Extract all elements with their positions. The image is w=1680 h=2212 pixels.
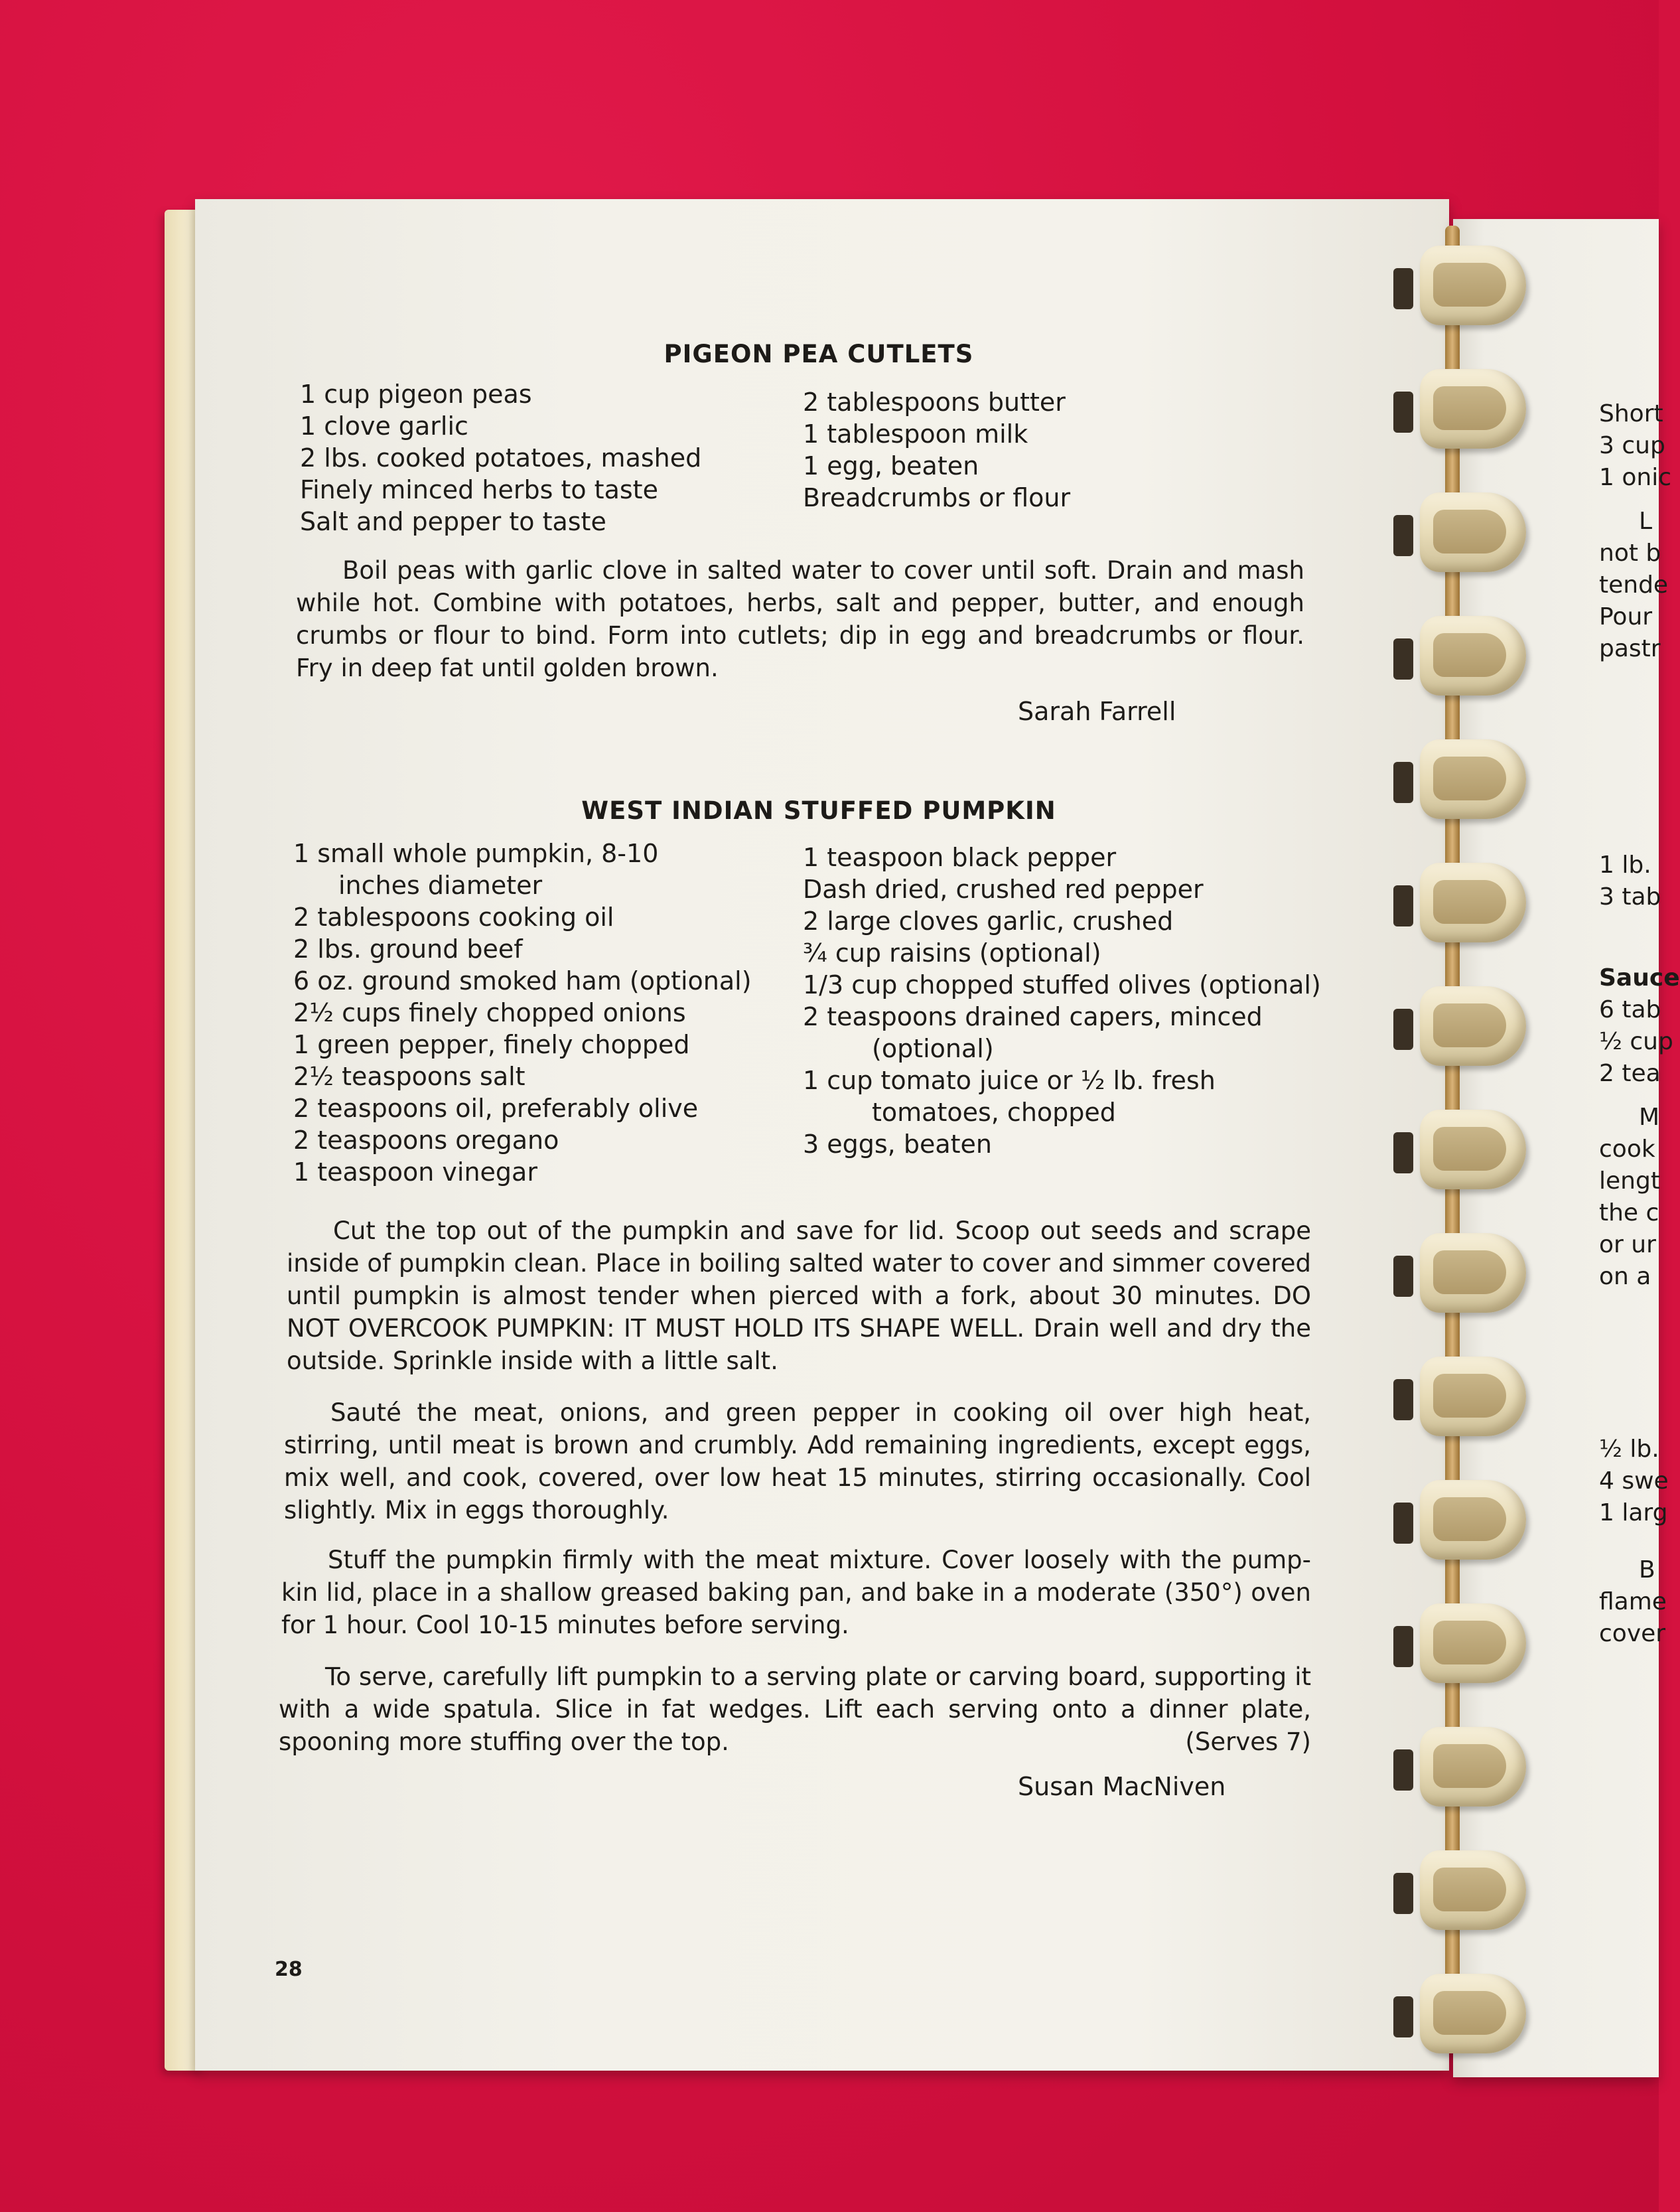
instructions-pumpkin-paragraph-4-text: To serve, carefully lift pumpkin to a serving plate or carving board, supporting it with a wide spatula. Slice in fat wedges. Lift each serving onto a dinner plate, spooning more stuffing over the top. — [279, 1662, 1311, 1756]
ingredient: 2 tablespoons butter — [803, 388, 1066, 417]
ingredient: 2 lbs. ground beef — [293, 934, 523, 964]
binding-coil — [1393, 492, 1526, 572]
right-fragment-block-1 — [1599, 398, 1671, 494]
ingredient: 6 oz. ground smoked ham (optional) — [293, 966, 752, 995]
binding-loop-inner — [1433, 263, 1506, 307]
binding-coil — [1393, 1480, 1526, 1560]
text-fragment: not b — [1599, 540, 1661, 567]
ingredient: 1 egg, beaten — [803, 451, 979, 480]
binding-loop-inner — [1433, 1127, 1506, 1171]
ingredient: 1 teaspoon black pepper — [803, 843, 1117, 872]
binding-hole — [1393, 762, 1413, 803]
ingredient: 3 eggs, beaten — [803, 1130, 992, 1159]
text-fragment: 6 tab — [1599, 996, 1661, 1023]
ingredient: 2½ teaspoons salt — [293, 1062, 525, 1091]
text-fragment: on a — [1599, 1263, 1651, 1290]
author-susan-macniven: Susan MacNiven — [1018, 1772, 1226, 1801]
text-fragment: tende — [1599, 571, 1669, 599]
binding-loop-inner — [1433, 1003, 1506, 1047]
binding-hole — [1393, 392, 1413, 433]
binding-loop-inner — [1433, 1250, 1506, 1294]
text-fragment: M — [1639, 1104, 1660, 1131]
binding-coil — [1393, 1603, 1526, 1683]
text-fragment: cover — [1599, 1620, 1666, 1647]
ingredient: tomatoes, chopped — [872, 1098, 1116, 1127]
text-fragment: 3 tab — [1599, 883, 1661, 911]
binding-hole — [1393, 1132, 1413, 1173]
text-fragment: ½ lb. — [1599, 1436, 1659, 1463]
right-fragment-block-6 — [1599, 1434, 1669, 1529]
ingredient: Dash dried, crushed red pepper — [803, 875, 1204, 904]
text-fragment: Short — [1599, 400, 1663, 427]
binding-loop-inner — [1433, 1991, 1506, 2035]
ingredient: 1 green pepper, finely chopped — [293, 1030, 690, 1059]
text-fragment: 4 swe — [1599, 1467, 1669, 1495]
binding-coil — [1393, 1974, 1526, 2053]
text-fragment: or ur — [1599, 1231, 1656, 1258]
author-sarah-farrell: Sarah Farrell — [1018, 697, 1176, 726]
text-fragment: L — [1639, 508, 1653, 535]
binding-hole — [1393, 1379, 1413, 1420]
binding-coil — [1393, 1357, 1526, 1436]
right-fragment-block-4 — [1599, 962, 1680, 1090]
ingredient: 1 small whole pumpkin, 8-10 — [293, 839, 659, 868]
binding-coil — [1393, 369, 1526, 449]
ingredients-left-pigeon-pea — [300, 378, 701, 538]
text-fragment: Sauce — [1599, 964, 1680, 992]
binding-hole — [1393, 268, 1413, 309]
ingredient: 2 teaspoons drained capers, minced — [803, 1002, 1263, 1031]
text-fragment: 1 lb. — [1599, 851, 1651, 879]
right-fragment-block-2 — [1599, 506, 1668, 665]
ingredient: 2 tablespoons cooking oil — [293, 903, 614, 932]
ingredient: 2 lbs. cooked potatoes, mashed — [300, 443, 702, 473]
text-fragment: 1 larg — [1599, 1499, 1668, 1526]
text-fragment: lengt — [1599, 1167, 1660, 1195]
instructions-pumpkin-paragraph-4 — [279, 1660, 1311, 1758]
ingredient: 1 tablespoon milk — [803, 419, 1028, 449]
ingredient: ¾ cup raisins (optional) — [803, 938, 1101, 968]
binding-loop-inner — [1433, 757, 1506, 800]
instructions-pumpkin-paragraph-1: Cut the top out of the pumpkin and save for lid. Scoop out seeds and scrape inside of pumpkin clean. Place in boiling salted water to cover and simmer covered until pumpkin is almost tender when pierced with a fork, about 30 minutes. DO NOT OVERCOOK PUMPKIN: IT MUST HOLD ITS SHAPE WELL. Drain well and dry the outside. Sprinkle inside with a little salt. — [287, 1217, 1311, 1375]
binding-hole — [1393, 885, 1413, 926]
page-number: 28 — [275, 1958, 303, 1981]
binding-coil — [1393, 1850, 1526, 1930]
instructions-pumpkin-paragraph-2: Sauté the meat, onions, and green pepper in cooking oil over high heat, stirring, until meat is brown and crumbly. Add remaining ingredients, except eggs, mix well, and cook, covered, over low heat 15 minutes, stirring occasionally. Cool slightly. Mix in eggs thoroughly. — [284, 1398, 1311, 1524]
ingredients-right-pumpkin — [803, 842, 1321, 1160]
binding-coil — [1393, 986, 1526, 1066]
ingredient: Finely minced herbs to taste — [300, 475, 658, 504]
binding-coil — [1393, 616, 1526, 696]
binding-hole — [1393, 1626, 1413, 1667]
text-fragment: B — [1639, 1556, 1655, 1584]
text-fragment: cook — [1599, 1136, 1655, 1163]
ingredient: 1 teaspoon vinegar — [293, 1157, 537, 1187]
text-fragment: flame — [1599, 1588, 1667, 1615]
binding-hole — [1393, 1256, 1413, 1297]
binding-loop-inner — [1433, 1868, 1506, 1911]
binding-coil — [1393, 246, 1526, 325]
instructions-pumpkin-paragraph-3: Stuff the pumpkin firmly with the meat mixture. Cover loosely with the pump-kin lid, place in a shallow greased baking pan, and bake in a moderate (350°) oven for 1 hour. Cool 10-15 minutes before serving. — [281, 1546, 1311, 1639]
binding-loop-inner — [1433, 510, 1506, 553]
binding-loop-inner — [1433, 1374, 1506, 1418]
binding-loop-inner — [1433, 633, 1506, 677]
binding-hole — [1393, 1873, 1413, 1914]
binding-hole — [1393, 1996, 1413, 2037]
binding-coil — [1393, 863, 1526, 942]
ingredient: 1 cup pigeon peas — [300, 380, 532, 409]
binding-loop-inner — [1433, 386, 1506, 430]
binding-hole — [1393, 1009, 1413, 1050]
ingredient: Breadcrumbs or flour — [803, 483, 1071, 512]
ingredient: (optional) — [872, 1034, 994, 1063]
right-fragment-block-7 — [1599, 1554, 1667, 1650]
ingredient: 2½ cups finely chopped onions — [293, 998, 686, 1027]
ingredient: 2 teaspoons oil, preferably olive — [293, 1094, 699, 1123]
binding-coil — [1393, 1110, 1526, 1189]
binding-hole — [1393, 1503, 1413, 1544]
binding-coil — [1393, 739, 1526, 819]
left-page — [195, 199, 1449, 2071]
right-fragment-block-5 — [1599, 1102, 1660, 1293]
recipe-title-pigeon-pea-cutlets: PIGEON PEA CUTLETS — [664, 340, 974, 368]
ingredients-left-pumpkin — [293, 838, 752, 1188]
ingredient: 2 teaspoons oregano — [293, 1126, 559, 1155]
text-fragment: 2 tea — [1599, 1060, 1661, 1087]
serves-count: (Serves 7) — [1185, 1728, 1311, 1756]
text-fragment: 1 onic — [1599, 464, 1671, 491]
left-page-content — [195, 199, 1449, 2071]
text-fragment: Pour — [1599, 603, 1653, 630]
binding-coil — [1393, 1727, 1526, 1806]
binding-hole — [1393, 638, 1413, 680]
ingredient: 1/3 cup chopped stuffed olives (optional) — [803, 970, 1321, 999]
ingredient: 1 clove garlic — [300, 411, 468, 441]
right-fragment-block-3 — [1599, 849, 1661, 913]
binding-loop-inner — [1433, 1744, 1506, 1788]
binding-loop-inner — [1433, 1497, 1506, 1541]
ingredient: Salt and pepper to taste — [300, 507, 606, 536]
ingredients-right-pigeon-pea — [803, 386, 1070, 514]
binding-hole — [1393, 1749, 1413, 1791]
binding-loop-inner — [1433, 1621, 1506, 1664]
text-fragment: pastr — [1599, 635, 1661, 662]
text-fragment: 3 cup — [1599, 432, 1665, 459]
spiral-binding — [1373, 226, 1546, 2044]
ingredient: inches diameter — [338, 871, 543, 900]
binding-loop-inner — [1433, 880, 1506, 924]
binding-hole — [1393, 515, 1413, 556]
text-fragment: ½ cup — [1599, 1028, 1673, 1055]
text-fragment: the c — [1599, 1199, 1659, 1226]
instructions-pigeon-pea: Boil peas with garlic clove in salted water to cover until soft. Drain and mash while hot. Combine with potatoes, herbs, salt and pepper, butter, and enough crumbs or flour to bind. Form into cutlets; dip in egg and breadcrumbs or flour. Fry in deep fat until golden brown. — [296, 556, 1304, 682]
ingredient: 1 cup tomato juice or ½ lb. fresh — [803, 1066, 1216, 1095]
ingredient: 2 large cloves garlic, crushed — [803, 907, 1174, 936]
recipe-title-west-indian-stuffed-pumpkin: WEST INDIAN STUFFED PUMPKIN — [581, 796, 1056, 825]
binding-coil — [1393, 1233, 1526, 1313]
